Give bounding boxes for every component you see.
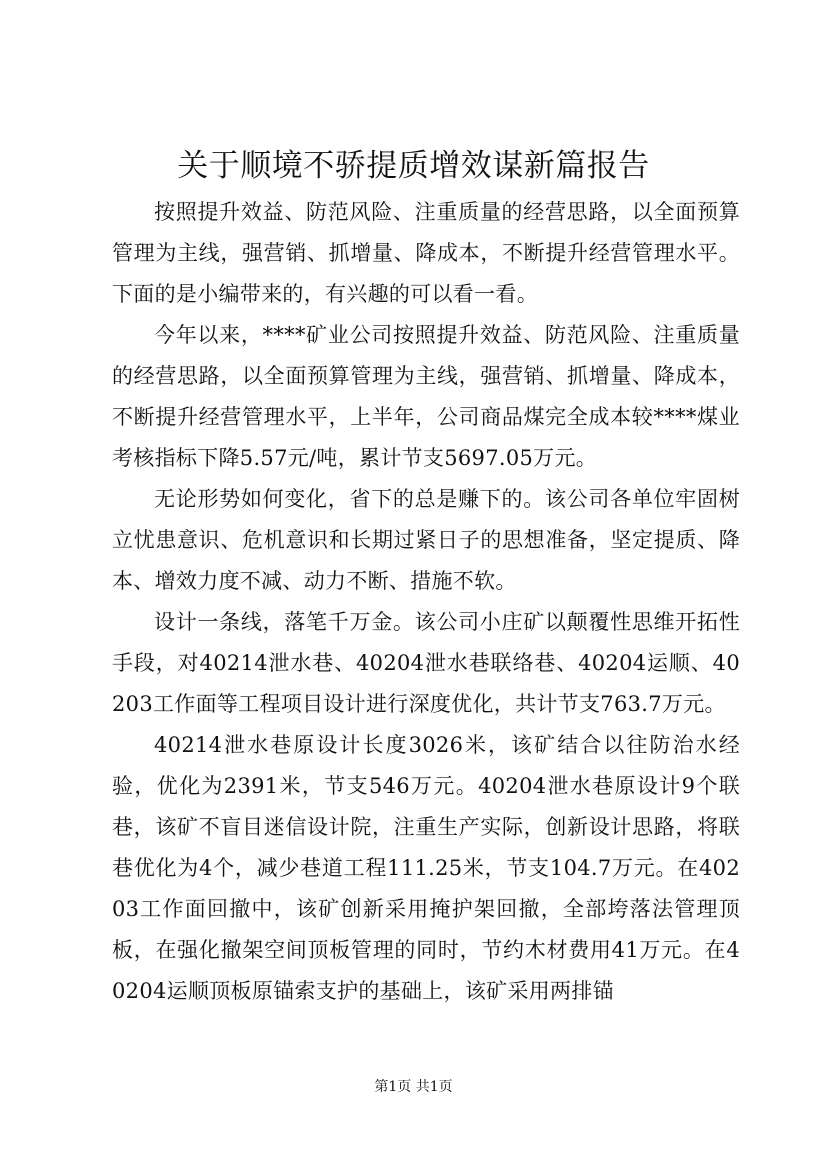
document-body (112, 192, 740, 1012)
paragraph-intro: 按照提升效益、防范风险、注重质量的经营思路，以全面预算管理为主线，强营销、抓增量、降成本，不断提升经营管理水平。下面的是小编带来的，有兴趣的可以看一看。 (112, 200, 740, 306)
paragraph-overview: 今年以来，****矿业公司按照提升效益、防范风险、注重质量的经营思路，以全面预算管理为主线，强营销、抓增量、降成本，不断提升经营管理水平，上半年，公司商品煤完全成本较****煤业考核指标下降5.57元/吨，累计节支5697.05万元。 (112, 323, 740, 470)
paragraph-awareness: 无论形势如何变化，省下的总是赚下的。该公司各单位牢固树立忧患意识、危机意识和长期过紧日子的思想准备，坚定提质、降本、增效力度不减、动力不断、措施不软。 (112, 487, 740, 593)
page-number-footer: 第1页 共1页 (374, 1079, 453, 1095)
document-title: 关于顺境不骄提质增效谋新篇报告 (177, 148, 650, 184)
paragraph-details: 40214泄水巷原设计长度3026米，该矿结合以往防治水经验，优化为2391米，节支546万元。40204泄水巷原设计9个联巷，该矿不盲目迷信设计院，注重生产实际，创新设计思路，将联巷优化为4个，减少巷道工程111.25米，节支104.7万元。在40203工作面回撤中，该矿创新采用掩护架回撤，全部垮落法管理顶板，在强化撤架空间顶板管理的同时，节约木材费用41万元。在40204运顺顶板原锚索支护的基础上，该矿采用两排锚 (112, 733, 740, 1003)
paragraph-design: 设计一条线，落笔千万金。该公司小庄矿以颠覆性思维开拓性手段，对40214泄水巷、40204泄水巷联络巷、40204运顺、40203工作面等工程项目设计进行深度优化，共计节支763.7万元。 (112, 610, 740, 716)
